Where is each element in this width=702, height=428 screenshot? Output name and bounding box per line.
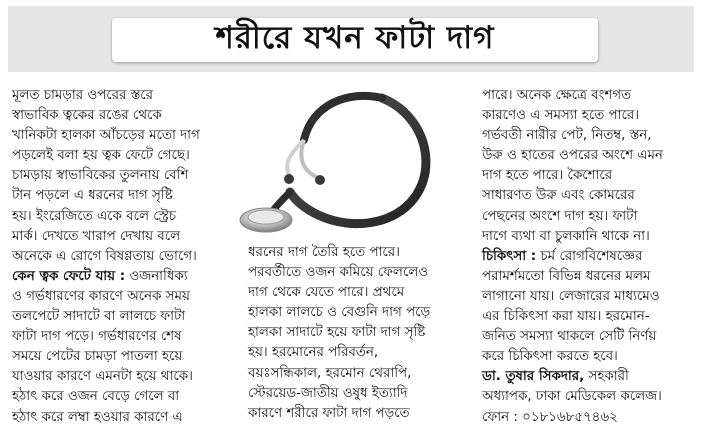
text-line: হালকা লালচে ও বেগুনি দাগ পড়ে <box>248 305 431 321</box>
text-line: লাগানো যায়। লেজারের মাধ্যমেও <box>482 288 660 304</box>
text-line: ও গর্ভধারণের কারণে অনেক সময় <box>12 288 190 304</box>
author-line <box>482 367 694 387</box>
text-line: ধরনের দাগ তৈরি হতে পারে। <box>248 245 400 260</box>
text-line: মূলত চামড়ার ওপরের স্তরে <box>12 88 154 103</box>
text-column-2 <box>248 243 472 424</box>
text-line: দাগে ব্যথা বা চুলকানি থাকে না। <box>482 228 650 244</box>
text-line: মার্ক। দেখতে খারাপ দেখায় বলে <box>12 228 181 244</box>
text-line: করে চিকিৎসা করতে হবে। <box>482 349 618 365</box>
text-line: পরবর্তীতে ওজন কমিয়ে ফেললেও <box>248 265 429 281</box>
text-line: পারে। অনেক ক্ষেত্রে বংশগত <box>482 88 632 103</box>
text-line: পড়লেই বলা হয় ত্বক ফেটে গেছে। <box>12 148 190 164</box>
author-phone: ফোন : ০১৮১৬৮৫৭৪৬২ <box>482 409 618 425</box>
text-line: খানিকটা হালকা আঁচড়ের মতো দাগ <box>12 128 200 144</box>
text-line: কারণে শরীরে ফাটা দাগ পড়তে <box>248 405 410 421</box>
stethoscope-image <box>232 80 452 236</box>
text-line: এর চিকিৎসা করা যায়। হরমোন- <box>482 309 650 325</box>
author-title: সহকারী <box>584 369 629 385</box>
text-line: হয়। হরমোনের পরিবর্তন, <box>248 345 379 361</box>
subheading-line <box>12 267 244 287</box>
text-line: বয়ঃসন্ধিকাল, হরমোন থেরাপি, <box>248 365 412 381</box>
text-line: কারণেও এ সমস্যা হতে পারে। <box>482 108 640 124</box>
text-line: টান পড়লে এ ধরনের দাগ সৃষ্টি <box>12 188 173 204</box>
text-line: সময়ে পেটের চামড়া পাতলা হয়ে <box>12 349 183 365</box>
text-column-3 <box>482 86 694 428</box>
text-line: পেছনের অংশে দাগ হয়। ফাটা <box>482 208 638 224</box>
text-line: জনিত সমস্যা থাকলে সেটি নির্ণয় <box>482 329 657 345</box>
text-line: স্বাভাবিক ত্বকের রঙের থেকে <box>12 108 162 124</box>
text-line: চামড়ায় স্বাভাবিকের তুলনায় বেশি <box>12 168 189 184</box>
text-line: উরু ও হাতের ওপরের অংশে এমন <box>482 148 663 164</box>
author-affiliation: অধ্যাপক, ঢাকা মেডিকেল কলেজ। <box>482 389 662 405</box>
text-line: স্টেরয়েড-জাতীয় ওষুধ ইত্যাদি <box>248 385 408 401</box>
text-line: হঠাৎ করে লম্বা হওয়ার কারণে এ <box>12 409 183 425</box>
author-name: ডা. তুষার সিকদার, <box>482 369 585 385</box>
headline-box <box>112 18 598 62</box>
text-segment: ওজনাধিক্য <box>125 268 188 284</box>
subheading-line <box>482 247 694 267</box>
text-line: দাগ থেকে যেতে পারে। প্রথমে <box>248 285 405 301</box>
subheading-treatment: চিকিৎসা : <box>482 248 537 264</box>
text-line: তলপেটে সাদাটে বা লালচে ফাটা <box>12 309 186 325</box>
text-line: হঠাৎ করে ওজন বেড়ে গেলে বা <box>12 389 180 405</box>
text-line: সাধারণত উরু এবং কোমরের <box>482 188 635 204</box>
text-line: ফাটা দাগ পড়ে। গর্ভধারণের শেষ <box>12 329 182 345</box>
text-line: দাগ হতে পারে। কৈশোরে <box>482 168 613 184</box>
headline: শরীরে যখন ফাটা দাগ <box>215 20 495 56</box>
text-segment: চর্ম রোগবিশেষজ্ঞের <box>536 248 643 264</box>
text-line: অনেকে এ রোগে বিষণ্ণতায় ভোগে। <box>12 248 197 264</box>
text-line: গর্ভবতী নারীর পেট, নিতম্ব, স্তন, <box>482 128 652 144</box>
text-line: হালকা সাদাটে হয়ে ফাটা দাগ সৃষ্টি <box>248 325 426 341</box>
text-column-1 <box>12 86 244 428</box>
subheading-why-skin-cracks: কেন ত্বক ফেটে যায় : <box>12 268 126 284</box>
text-line: হয়। ইংরেজিতে একে বলে স্ট্রেচ <box>12 208 177 224</box>
text-line: যাওয়ার কারণে এমনটা হয়ে থাকে। <box>12 369 193 385</box>
text-line: পরামর্শমতো বিভিন্ন ধরনের মলম <box>482 268 651 284</box>
